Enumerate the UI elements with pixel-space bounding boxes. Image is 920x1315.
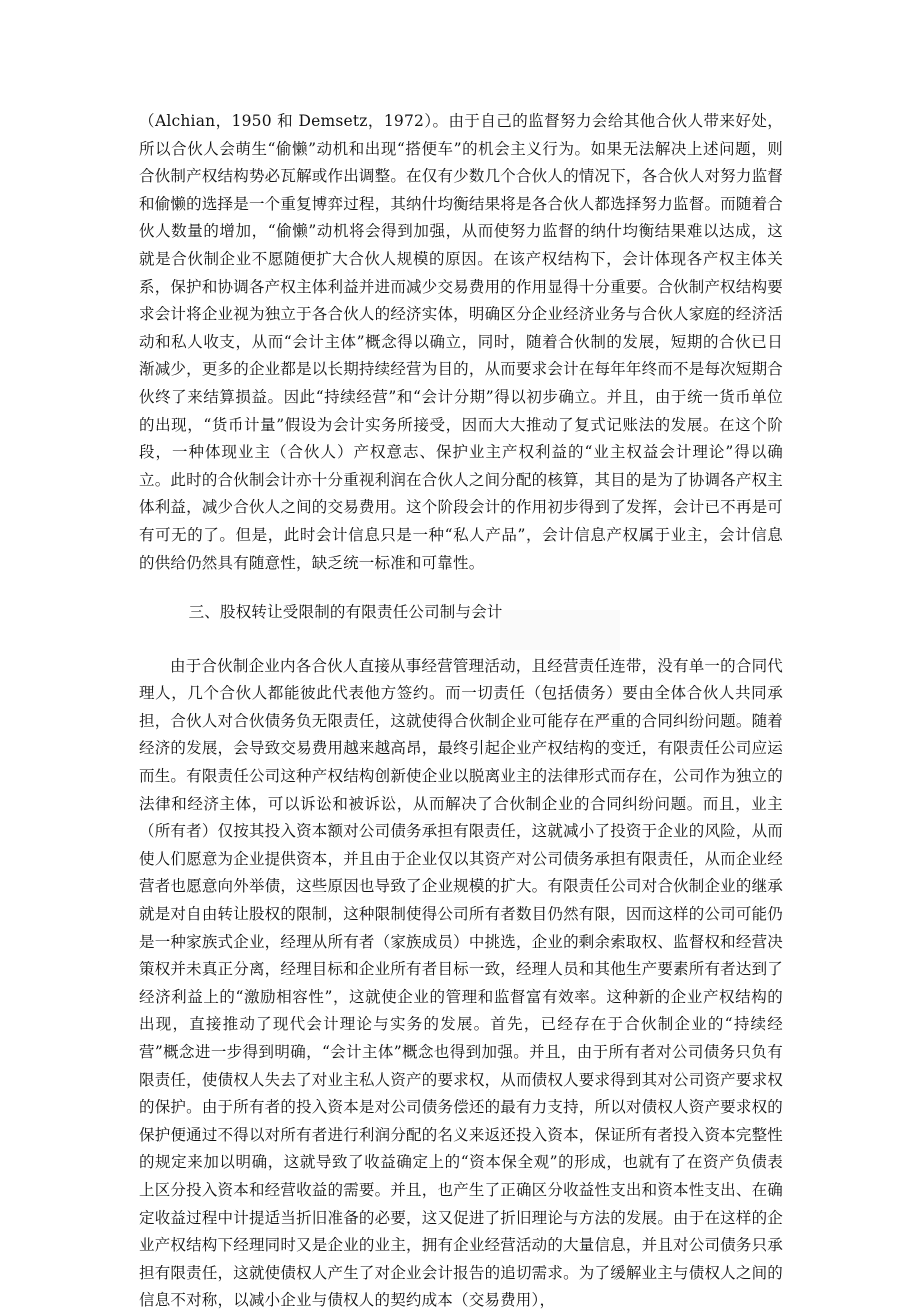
section-heading: 三、股权转让受限制的有限责任公司制与会计 (188, 603, 503, 622)
document-body (139, 108, 783, 1315)
paragraph-limited-liability-company: 由于合伙制企业内各合伙人直接从事经营管理活动，且经营责任连带，没有单一的合同代理人，几个合伙人都能彼此代表他方签约。而一切责任（包括债务）要由全体合伙人共同承担，合伙人对合伙债务负无限责任，这就使得合伙制企业可能存在严重的合同纠纷问题。随着经济的发展，会导致交易费用越来越高昂，最终引起企业产权结构的变迁，有限责任公司应运而生。有限责任公司这种产权结构创新使企业以脱离业主的法律形式而存在，公司作为独立的法律和经济主体，可以诉讼和被诉讼，从而解决了合伙制企业的合同纠纷问题。而且，业主（所有者）仅按其投入资本额对公司债务承担有限责任，这就减小了投资于企业的风险，从而使人们愿意为企业提供资本，并且由于企业仅以其资产对公司债务承担有限责任，从而企业经营者也愿意向外举债，这些原因也导致了企业规模的扩大。有限责任公司对合伙制企业的继承就是对自由转让股权的限制，这种限制使得公司所有者数目仍然有限，因而这样的公司可能仍是一种家族式企业，经理从所有者（家族成员）中挑选，企业的剩余索取权、监督权和经营决策权并未真正分离，经理目标和企业所有者目标一致，经理人员和其他生产要素所有者达到了经济利益上的“激励相容性”，这就使企业的管理和监督富有效率。这种新的企业产权结构的出现，直接推动了现代会计理论与实务的发展。首先，已经存在于合伙制企业的“持续经营”概念进一步得到明确，“会计主体”概念也得到加强。并且，由于所有者对公司债务只负有限责任，使债权人失去了对业主私人资产的要求权，从而债权人要求得到其对公司资产要求权的保护。由于所有者的投入资本是对公司债务偿还的最有力支持，所以对债权人资产要求权的保护便通过不得以对所有者进行利润分配的名义来返还投入资本，保证所有者投入资本完整性的规定来加以明确，这就导致了收益确定上的“资本保全观”的形成，也就有了在资产负债表上区分投入资本和经营收益的需要。并且，也产生了正确区分收益性支出和资本性支出、在确定收益过程中计提适当折旧准备的必要，这又促进了折旧理论与方法的发展。由于在这样的企业产权结构下经理同时又是企业的业主，拥有企业经营活动的大量信息，并且对公司债务只承担有限责任，这就使债权人产生了对企业会计报告的追切需求。为了缓解业主与债权人之间的信息不对称，以减小企业与债权人的契约成本（交易费用）， (139, 656, 783, 1310)
paragraph-partnership-accounting: （Alchian，1950 和 Demsetz，1972）。由于自己的监督努力会给其他合伙人带来好处，所以合伙人会萌生“偷懒”动机和出现“搭便车”的机会主义行为。如果无法解决上述问题，则合伙制产权结构势必瓦解或作出调整。在仅有少数几个合伙人的情况下，各合伙人对努力监督和偷懒的选择是一个重复博弈过程，其纳什均衡结果将是各合伙人都选择努力监督。而随着合伙人数量的增加，“偷懒”动机将会得到加强，从而使努力监督的纳什均衡结果难以达成，这就是合伙制企业不愿随便扩大合伙人规模的原因。在该产权结构下，会计体现各产权主体关系，保护和协调各产权主体利益并进而减少交易费用的作用显得十分重要。合伙制产权结构要求会计将企业视为独立于各合伙人的经济实体，明确区分企业经济业务与合伙人家庭的经济活动和私人收支，从而“会计主体”概念得以确立，同时，随着合伙制的发展，短期的合伙已日渐减少，更多的企业都是以长期持续经营为目的，从而要求会计在每年年终而不是每次短期合伙终了来结算损益。因此“持续经营”和“会计分期”得以初步确立。并且，由于统一货币单位的出现，“货币计量”假设为会计实务所接受，因而大大推动了复式记账法的发展。在这个阶段，一种体现业主（合伙人）产权意志、保护业主产权利益的“业主权益会计理论”得以确立。此时的合伙制会计亦十分重视利润在合伙人之间分配的核算，其目的是为了协调各产权主体利益，减少合伙人之间的交易费用。这个阶段会计的作用初步得到了发挥，会计已不再是可有可无的了。但是，此时会计信息只是一种“私人产品”，会计信息产权属于业主，会计信息的供给仍然具有随意性，缺乏统一标准和可靠性。 (139, 112, 783, 572)
